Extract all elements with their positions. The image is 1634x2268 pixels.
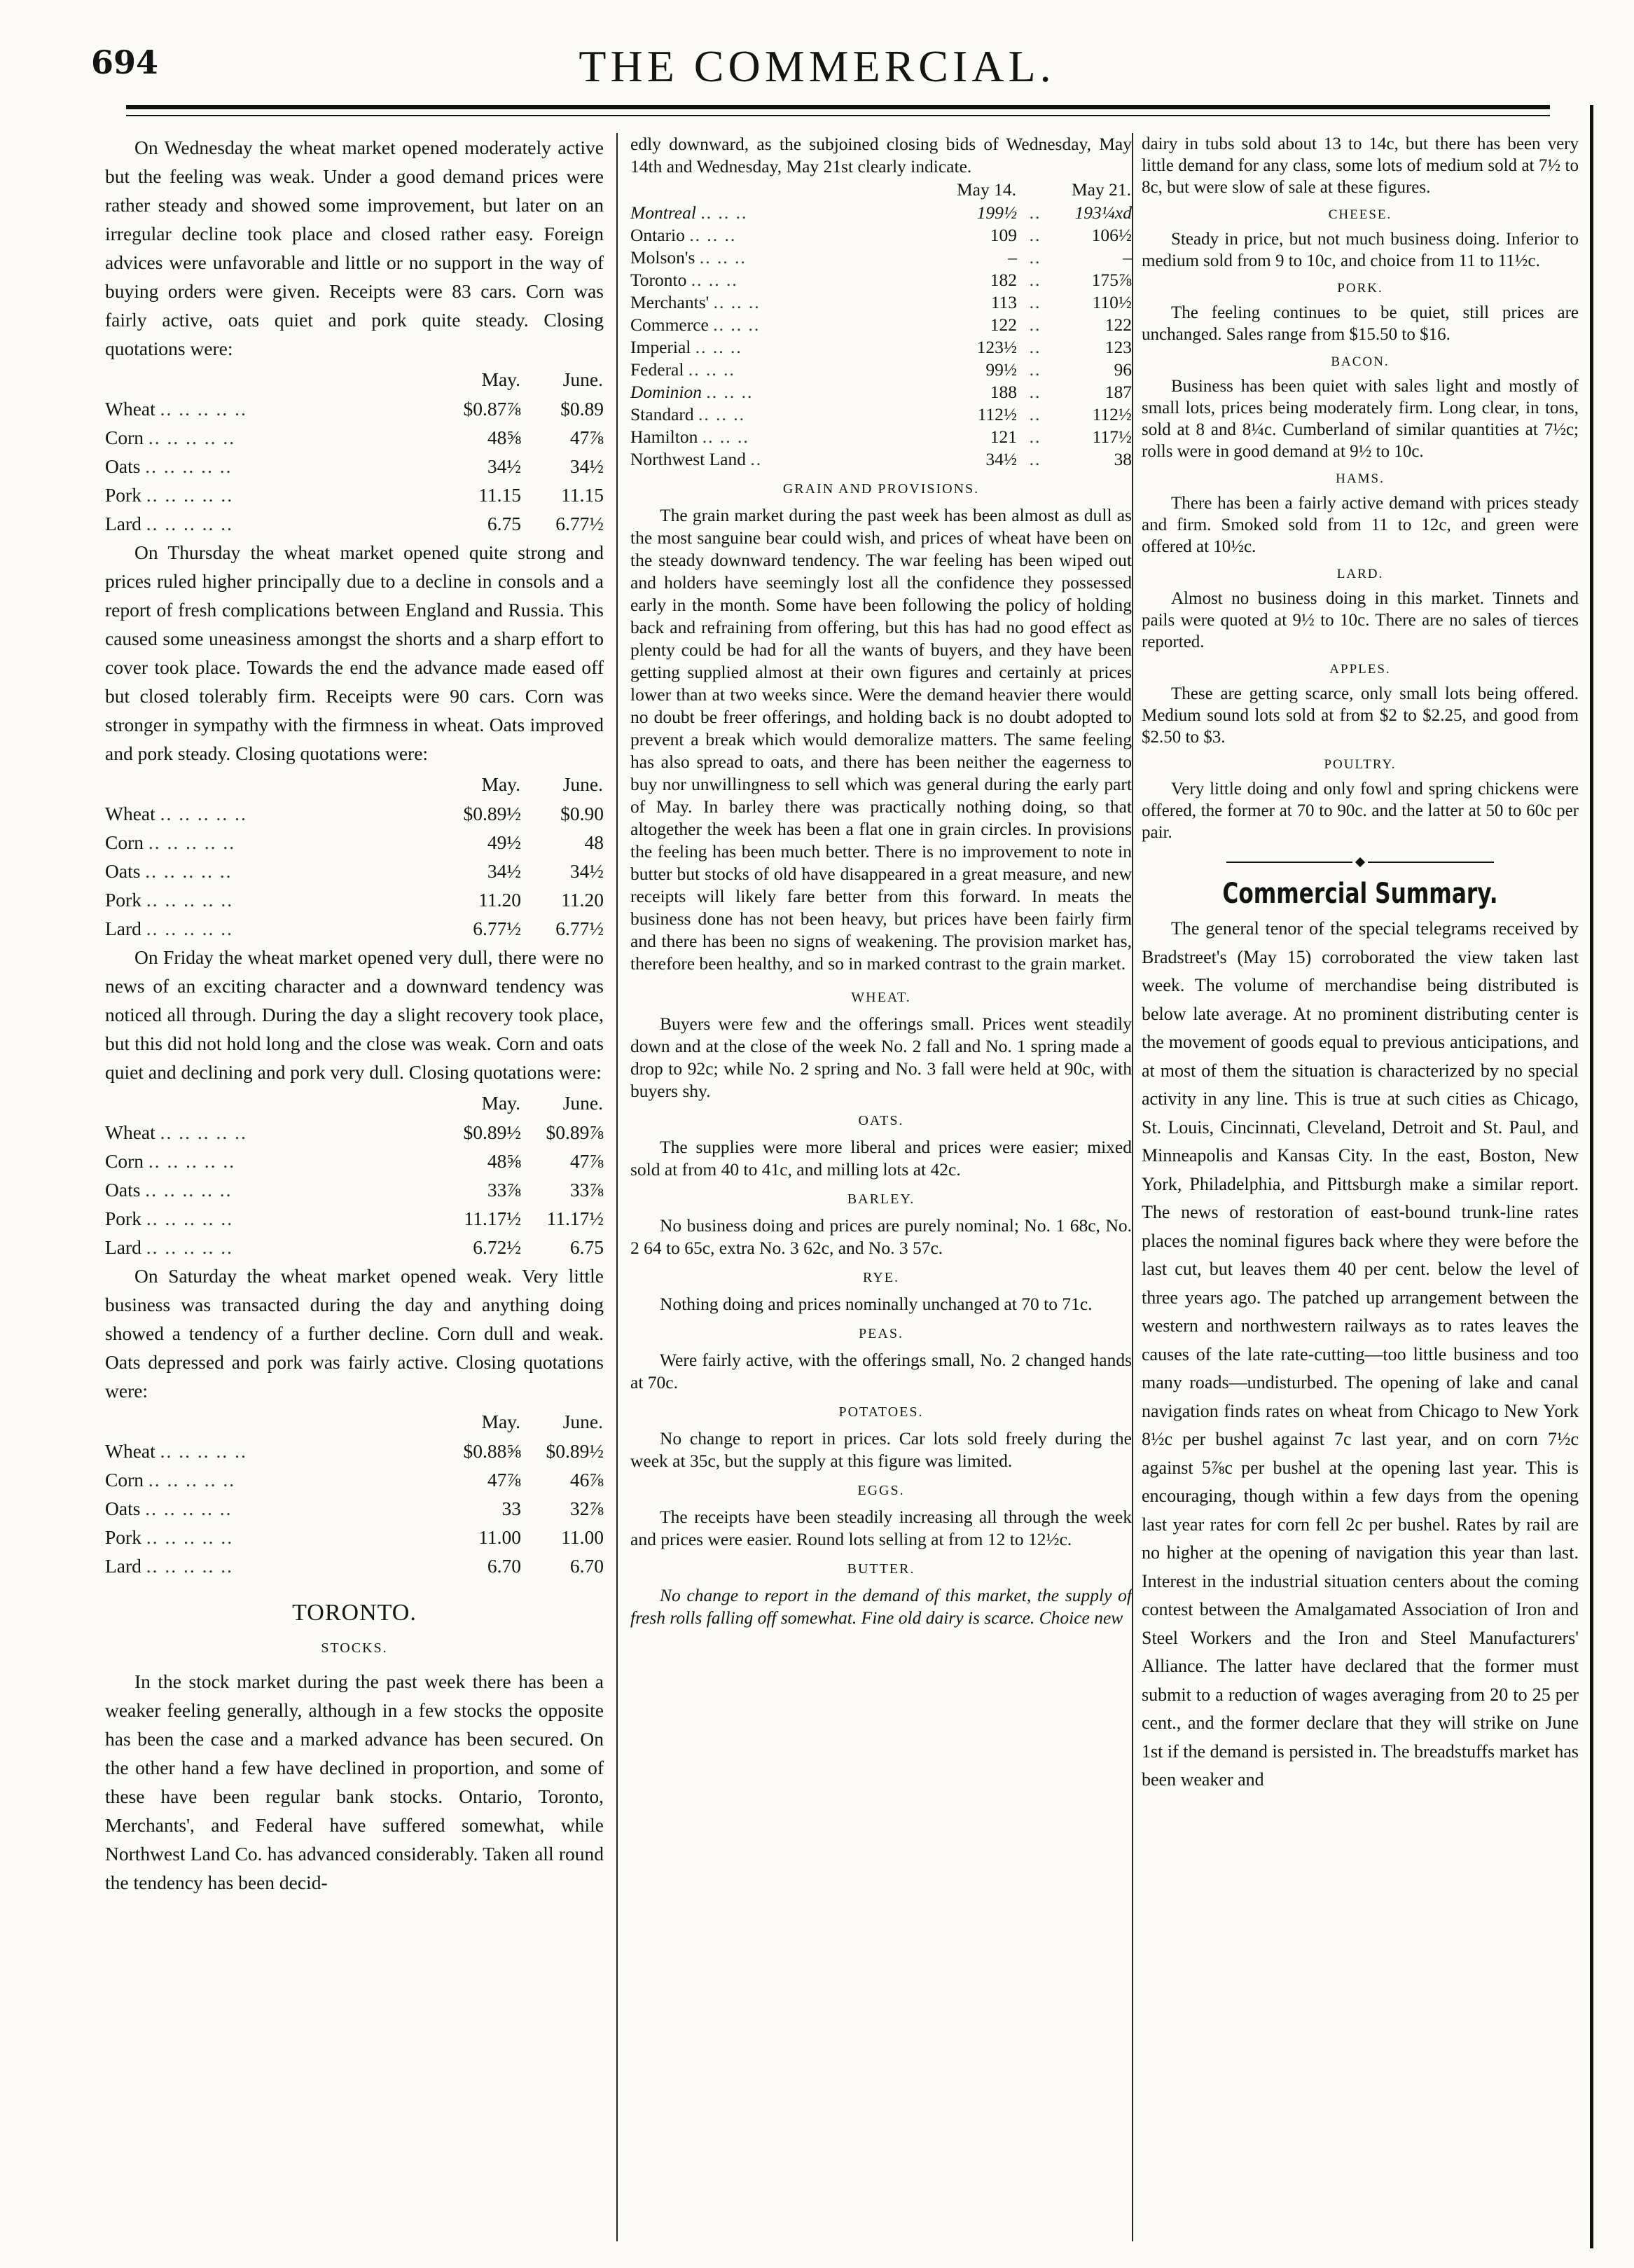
- stocks-paragraph: In the stock market during the past week there has been a weaker feeling generally, although in a few stocks the opposite has been the case and a marked advance has been secured. On the other hand a few have declined in proportion, and some of these have been regular bank stocks. Ontario, Toronto, Merchants', and Federal have suffered somewhat, while Northwest Land Co. has advanced considerably. Taken all round the tendency has been decid-: [105, 1671, 604, 1893]
- stock-name: Commerce: [630, 314, 709, 335]
- table-row: Oats .. .. .. .. .. 34½ 34½: [105, 857, 604, 885]
- table-row: Northwest Land .. 34½ .. 38: [630, 449, 1132, 469]
- may-price: $0.89½: [463, 803, 521, 824]
- may-price: 6.72½: [473, 1236, 521, 1258]
- table-row: Corn .. .. .. .. .. 47⅞ 46⅞: [105, 1465, 604, 1494]
- rye-paragraph: Nothing doing and prices nominally unchanged at 70 to 71c.: [660, 1294, 1093, 1314]
- commodity: Pork: [105, 1526, 141, 1548]
- section-heading-peas: PEAS.: [859, 1326, 903, 1341]
- column-divider: [1132, 133, 1133, 2241]
- table-row: Lard .. .. .. .. .. 6.75 6.77½: [105, 509, 604, 538]
- june-price: 34½: [569, 860, 604, 882]
- bid-may-21: 112½: [1092, 404, 1132, 424]
- bid-may-21: 117½: [1092, 427, 1132, 447]
- commodity: Oats: [105, 455, 141, 477]
- table-row: Ontario .. .. .. 109 .. 106½: [630, 225, 1132, 245]
- page-title: THE COMMERCIAL.: [579, 41, 1055, 91]
- june-price: 11.15: [561, 484, 604, 506]
- header-rule-thick: [126, 105, 1550, 109]
- commodity: Lard: [105, 513, 141, 534]
- bid-may-14: 121: [990, 427, 1017, 447]
- june-price: 47⅞: [569, 427, 604, 448]
- col-may: May.: [481, 773, 520, 795]
- commercial-summary-heading: Commercial Summary.: [1222, 878, 1498, 910]
- commodity: Lard: [105, 1555, 141, 1577]
- butter-paragraph: No change to report in the demand of this market, the supply of fresh rolls falling off somewhat. Fine old dairy is scarce. Choice new: [630, 1585, 1132, 1628]
- table-row: Oats .. .. .. .. .. 33 32⅞: [105, 1494, 604, 1523]
- table-row: Corn .. .. .. .. .. 49½ 48: [105, 828, 604, 857]
- commodity: Corn: [105, 1150, 144, 1172]
- poultry-paragraph: Very little doing and only fowl and spring chickens were offered, the former at 70 to 90c. and the latter at 50 to 60c per pair.: [1142, 780, 1579, 842]
- section-heading-oats: OATS.: [858, 1113, 904, 1128]
- may-price: 11.15: [478, 484, 521, 506]
- bid-may-21: 38: [1114, 449, 1132, 469]
- apples-paragraph: These are getting scarce, only small lots being offered. Medium sound lots sold at from $2 to $2.25, and good from $2.50 to $3.: [1142, 684, 1579, 747]
- hams-paragraph: There has been a fairly active demand with prices steady and firm. Smoked sold from 11 to 12c, and green were offered at 10½c.: [1142, 494, 1579, 556]
- quote-header-row: [105, 364, 604, 394]
- commodity: Corn: [105, 427, 144, 448]
- commodity: Pork: [105, 889, 141, 911]
- commodity: Oats: [105, 1179, 141, 1201]
- bid-may-14: 112½: [977, 404, 1017, 424]
- section-heading-butter: BUTTER.: [847, 1561, 915, 1577]
- stock-name: Northwest Land: [630, 449, 747, 469]
- june-price: 11.17½: [546, 1208, 604, 1229]
- bid-may-14: 113: [990, 292, 1017, 312]
- stock-header-row: [630, 178, 1132, 202]
- may-price: 33⅞: [487, 1179, 521, 1201]
- quote-header-row: [105, 1406, 604, 1437]
- may-price: 48⅝: [487, 1150, 521, 1172]
- stock-name: Toronto: [630, 270, 687, 290]
- bid-may-14: 122: [990, 314, 1017, 335]
- section-heading-poultry: POULTRY.: [1324, 757, 1397, 772]
- table-row: Wheat .. .. .. .. .. $0.88⅝ $0.89½: [105, 1437, 604, 1465]
- may-price: 33: [501, 1498, 521, 1519]
- table-row: Pork .. .. .. .. .. 11.20 11.20: [105, 885, 604, 914]
- table-row: Pork .. .. .. .. .. 11.15 11.15: [105, 480, 604, 509]
- section-heading-wheat: WHEAT.: [851, 990, 911, 1005]
- table-row: Oats .. .. .. .. .. 34½ 34½: [105, 452, 604, 480]
- wednesday-quotations: [105, 364, 604, 538]
- stock-name: Imperial: [630, 337, 691, 357]
- table-row: Pork .. .. .. .. .. 11.00 11.00: [105, 1523, 604, 1551]
- commodity: Lard: [105, 1236, 141, 1258]
- page-number: 694: [91, 43, 159, 81]
- table-row: Dominion .. .. .. 188 .. 187: [630, 382, 1132, 402]
- may-price: 6.70: [487, 1555, 521, 1577]
- may-price: 11.17½: [464, 1208, 521, 1229]
- section-heading-hams: HAMS.: [1336, 471, 1385, 486]
- june-price: 6.77½: [555, 513, 604, 534]
- section-heading-eggs: EGGS.: [857, 1483, 905, 1498]
- section-heading-stocks: STOCKS.: [321, 1640, 388, 1656]
- commodity: Wheat: [105, 803, 155, 824]
- commodity: Wheat: [105, 1121, 155, 1143]
- col-june: June.: [562, 368, 603, 390]
- table-row: Imperial .. .. .. 123½ .. 123: [630, 337, 1132, 357]
- saturday-quotations: [105, 1406, 604, 1580]
- june-price: 6.77½: [555, 918, 604, 939]
- bid-may-14: 123½: [976, 337, 1017, 357]
- bid-may-21: 123: [1105, 337, 1132, 357]
- col-may: May.: [481, 368, 520, 390]
- lard-paragraph: Almost no business doing in this market. Tinnets and pails were quoted at 9½ to 10c. There are no sales of tierces reported.: [1142, 589, 1579, 651]
- june-price: 47⅞: [569, 1150, 604, 1172]
- table-row: Corn .. .. .. .. .. 48⅝ 47⅞: [105, 423, 604, 452]
- bid-may-21: 193¼xd: [1074, 202, 1132, 223]
- thursday-quotations: [105, 769, 604, 943]
- col-may-21: May 21.: [1072, 179, 1131, 200]
- table-row: Wheat .. .. .. .. .. $0.89½ $0.90: [105, 799, 604, 828]
- commodity: Wheat: [105, 398, 155, 420]
- table-row: Commerce .. .. .. 122 .. 122: [630, 314, 1132, 335]
- table-row: Pork .. .. .. .. .. 11.17½ 11.17½: [105, 1204, 604, 1233]
- page-edge-rule: [1590, 105, 1593, 2248]
- table-row: Merchants' .. .. .. 113 .. 110½: [630, 292, 1132, 312]
- column-2: [630, 133, 1132, 2241]
- bid-may-21: 175⅞: [1091, 270, 1132, 290]
- june-price: 6.75: [569, 1236, 604, 1258]
- column-3: [1142, 133, 1579, 2241]
- quote-header-row: [105, 1088, 604, 1118]
- table-row: Standard .. .. .. 112½ .. 112½: [630, 404, 1132, 424]
- butter-continued: dairy in tubs sold about 13 to 14c, but there has been very little demand for any class, some lots of medium sold at 7½ to 8c, but were slow of sale at these figures.: [1142, 134, 1579, 197]
- may-price: 11.00: [478, 1526, 521, 1548]
- table-row: Lard .. .. .. .. .. 6.72½ 6.75: [105, 1233, 604, 1261]
- bid-may-14: 182: [990, 270, 1017, 290]
- commercial-summary-paragraph: The general tenor of the special telegrams received by Bradstreet's (May 15) corroborated the view taken last week. The volume of merchandise being distributed is below late average. At no prominent distributing center is the movement of goods equal to previous anticipations, and at most of them the situation is characterized by no special activity in any line. This is true at such cities as Chicago, St. Louis, Cincinnati, Cleveland, Detroit and St. Paul, and Minneapolis and Kansas City. In the east, Boston, New York, Philadelphia, and Pittsburgh make a similar report. The news of restoration of east-bound trunk-line rates places the nominal figures back where they were before the last cut, but leaves them 40 per cent. below the level of three years ago. The patched up arrangement between the western and northwestern railways as to rates leaves the causes of the late rate-cutting—too little business and too many roads—undisturbed. The opening of lake and canal navigation finds rates on wheat from Chicago to New York 8½c per bushel against 7c last year, and on corn 7½c against 5⅞c per bushel at the opening last year. This is encouraging, though within a few days from the opening last year rates for corn fell 2c per bushel. Rates by rail are no higher at the opening of navigation this year than last. Interest in the industrial situation centers about the coming contest between the Amalgamated Association of Iron and Steel Workers and the Iron and Steel Manufacturers' Alliance. The latter have declared that the former must submit to a reduction of wages averaging from 20 to 25 per cent., and the former declare that they will strike on June 1st if the demand is persisted in. The breadstuffs market has been weaker and: [1142, 918, 1579, 1790]
- june-price: 34½: [569, 455, 604, 477]
- section-heading-bacon: BACON.: [1331, 354, 1390, 369]
- may-price: 34½: [487, 860, 521, 882]
- eggs-paragraph: The receipts have been steadily increasing all through the week and prices were easier. Round lots selling at from 12 to 12½c.: [630, 1507, 1132, 1549]
- table-row: Molson's .. .. .. – .. –: [630, 247, 1132, 268]
- column-1: [105, 133, 604, 2241]
- june-price: $0.89⅞: [546, 1121, 604, 1143]
- grain-paragraph: The grain market during the past week has been almost as dull as the most sanguine bear could wish, and prices of wheat have been on the steady downward tendency. The war feeling has been wiped out and holders have seemingly lost all the confidence they possessed early in the month. Some have been following the policy of holding back and refraining from offering, but this has had no good effect as plenty could be had for all the wants of buyers, and they have been getting supplied almost at their own figures and certainly at prices lower than at two weeks since. Were the demand heavier there would no doubt be freer offerings, and holding back is no doubt adopted to prevent a break which would demoralize matters. The same feeling has also spread to oats, and there has been neither the eagerness to buy nor unwillingness to sell which was general during the early part of May. In barley there was practically nothing doing, so that altogether the week has been a flat one in grain circles. In provisions the feeling has been much better. There is no improvement to note in butter but stocks of old have disappeared in a great measure, and new receipts will likely fare better from this forward. In meats the business done has not been heavy, but prices have been fairly firm and there has been no signs of weakening. The provision market has, therefore been healthy, and so in marked contrast to the grain market.: [630, 505, 1132, 974]
- stock-name: Standard: [630, 404, 694, 424]
- table-row: Oats .. .. .. .. .. 33⅞ 33⅞: [105, 1175, 604, 1204]
- section-heading-rye: RYE.: [863, 1270, 899, 1285]
- bid-may-21: 187: [1105, 382, 1132, 402]
- june-price: 32⅞: [569, 1498, 604, 1519]
- ornamental-divider: [1142, 850, 1579, 872]
- table-row: Lard .. .. .. .. .. 6.77½ 6.77½: [105, 914, 604, 943]
- table-row: Corn .. .. .. .. .. 48⅝ 47⅞: [105, 1147, 604, 1175]
- table-row: Hamilton .. .. .. 121 .. 117½: [630, 427, 1132, 447]
- stocks-continued: edly downward, as the subjoined closing bids of Wednesday, May 14th and Wednesday, May 21st clearly indicate.: [630, 134, 1132, 177]
- bid-may-14: 109: [990, 225, 1017, 245]
- june-price: 6.70: [569, 1555, 604, 1577]
- col-may-14: May 14.: [957, 179, 1016, 200]
- oats-paragraph: The supplies were more liberal and prices were easier; mixed sold at from 40 to 41c, and milling lots at 42c.: [630, 1137, 1132, 1180]
- commodity: Pork: [105, 484, 141, 506]
- stock-name: Merchants': [630, 292, 709, 312]
- may-price: 6.77½: [473, 918, 521, 939]
- may-price: 11.20: [478, 889, 521, 911]
- bid-may-14: 199½: [976, 202, 1017, 223]
- commodity: Wheat: [105, 1440, 155, 1462]
- commodity: Corn: [105, 831, 144, 853]
- june-price: 48: [584, 831, 604, 853]
- may-price: 48⅝: [487, 427, 521, 448]
- pork-paragraph: The feeling continues to be quiet, still prices are unchanged. Sales range from $15.50 to $16.: [1142, 303, 1579, 344]
- june-price: 11.00: [561, 1526, 604, 1548]
- may-price: $0.88⅝: [463, 1440, 521, 1462]
- stock-name: Federal: [630, 359, 684, 380]
- commodity: Oats: [105, 860, 141, 882]
- bid-may-14: 188: [990, 382, 1017, 402]
- may-price: $0.89½: [463, 1121, 521, 1143]
- col-june: June.: [562, 1092, 603, 1114]
- column-divider: [616, 133, 618, 2241]
- may-price: 49½: [487, 831, 521, 853]
- june-price: 11.20: [561, 889, 604, 911]
- commodity: Pork: [105, 1208, 141, 1229]
- stock-name: Montreal: [630, 202, 696, 223]
- bid-may-21: 122: [1105, 314, 1132, 335]
- table-row: Wheat .. .. .. .. .. $0.87⅞ $0.89: [105, 394, 604, 423]
- bid-may-14: 99½: [985, 359, 1017, 380]
- quote-header-row: [105, 769, 604, 799]
- table-row: Toronto .. .. .. 182 .. 175⅞: [630, 270, 1132, 290]
- may-price: 6.75: [487, 513, 521, 534]
- june-price: $0.90: [560, 803, 604, 824]
- bid-may-14: 34½: [985, 449, 1017, 469]
- commodity: Lard: [105, 918, 141, 939]
- may-price: $0.87⅞: [463, 398, 521, 420]
- table-row: Wheat .. .. .. .. .. $0.89½ $0.89⅞: [105, 1118, 604, 1147]
- bid-may-14: –: [1008, 247, 1017, 268]
- stock-bids-table: [630, 178, 1132, 471]
- stock-name: Ontario: [630, 225, 685, 245]
- june-price: 46⅞: [569, 1469, 604, 1491]
- june-price: $0.89½: [546, 1440, 604, 1462]
- thursday-paragraph: On Thursday the wheat market opened quite strong and prices ruled higher principally due to a decline in consols and a report of fresh complications between England and Russia. This caused some uneasiness amongst the shorts and a sharp effort to cover took place. Towards the end the advance made eased off but closed tolerably firm. Receipts were 90 cars. Corn was stronger in sympathy with the firmness in wheat. Oats improved and pork steady. Closing quotations were:: [105, 541, 604, 764]
- barley-paragraph: No business doing and prices are purely nominal; No. 1 68c, No. 2 64 to 65c, extra No. 3 62c, and No. 3 57c.: [630, 1215, 1132, 1258]
- col-may: May.: [481, 1411, 520, 1432]
- wheat-paragraph: Buyers were few and the offerings small. Prices went steadily down and at the close of the week No. 2 fall and No. 1 spring made a drop to 92c; while No. 2 spring and No. 3 fall were held at 90c, with buyers shy.: [630, 1014, 1132, 1101]
- section-heading-grain: GRAIN AND PROVISIONS.: [782, 481, 980, 497]
- table-row: Federal .. .. .. 99½ .. 96: [630, 359, 1132, 380]
- section-heading-toronto: TORONTO.: [292, 1600, 417, 1626]
- cheese-paragraph: Steady in price, but not much business doing. Inferior to medium sold from 9 to 10c, and choice from 11 to 11½c.: [1142, 230, 1579, 270]
- bacon-paragraph: Business has been quiet with sales light and mostly of small lots, prices being moderately firm. Long clear, in tons, sold at 8 and 8¼c. Cumberland of similar quantities at 7½c; rolls were in good demand at 9½ to 10c.: [1142, 377, 1579, 461]
- may-price: 34½: [487, 455, 521, 477]
- may-price: 47⅞: [487, 1469, 521, 1491]
- peas-paragraph: Were fairly active, with the offerings small, No. 2 changed hands at 70c.: [630, 1350, 1132, 1392]
- col-may: May.: [481, 1092, 520, 1114]
- friday-paragraph: On Friday the wheat market opened very dull, there were no news of an exciting character and a downward tendency was noticed all through. During the day a slight recovery took place, but this did not hold long and the close was weak. Corn and oats quiet and declining and pork very dull. Closing quotations were:: [105, 946, 604, 1083]
- stock-name: Dominion: [630, 382, 702, 402]
- stock-name: Molson's: [630, 247, 695, 268]
- commodity: Corn: [105, 1469, 144, 1491]
- commodity: Oats: [105, 1498, 141, 1519]
- saturday-paragraph: On Saturday the wheat market opened weak. Very little business was transacted during the day and anything doing showed a tendency of a further decline. Corn dull and weak. Oats depressed and pork was fairly active. Closing quotations were:: [105, 1265, 604, 1402]
- section-heading-apples: APPLES.: [1329, 662, 1391, 677]
- bid-may-21: 106½: [1091, 225, 1132, 245]
- potatoes-paragraph: No change to report in prices. Car lots sold freely during the week at 35c, but the supply at this figure was limited.: [630, 1428, 1132, 1471]
- bid-may-21: –: [1123, 247, 1132, 268]
- section-heading-lard: LARD.: [1336, 567, 1384, 581]
- section-heading-pork: PORK.: [1337, 281, 1383, 296]
- section-heading-barley: BARLEY.: [847, 1191, 915, 1207]
- table-row: Lard .. .. .. .. .. 6.70 6.70: [105, 1551, 604, 1580]
- june-price: 33⅞: [569, 1179, 604, 1201]
- wednesday-paragraph: On Wednesday the wheat market opened moderately active but the feeling was weak. Under a good demand prices were rather steady and showed some improvement, but later on an irregular decline took place and closed rather easy. Foreign advices were unfavorable and little or no support in the way of buying orders were given. Receipts were 83 cars. Corn was fairly active, oats quiet and pork quite steady. Closing quotations were:: [105, 137, 604, 359]
- bid-may-21: 96: [1114, 359, 1132, 380]
- friday-quotations: [105, 1088, 604, 1261]
- header-rule-thin: [126, 115, 1550, 116]
- section-heading-cheese: CHEESE.: [1328, 207, 1392, 222]
- june-price: $0.89: [560, 398, 604, 420]
- stock-name: Hamilton: [630, 427, 698, 447]
- col-june: June.: [562, 773, 603, 795]
- section-heading-potatoes: POTATOES.: [838, 1404, 924, 1420]
- bid-may-21: 110½: [1092, 292, 1132, 312]
- table-row: Montreal .. .. .. 199½ .. 193¼xd: [630, 202, 1132, 223]
- col-june: June.: [562, 1411, 603, 1432]
